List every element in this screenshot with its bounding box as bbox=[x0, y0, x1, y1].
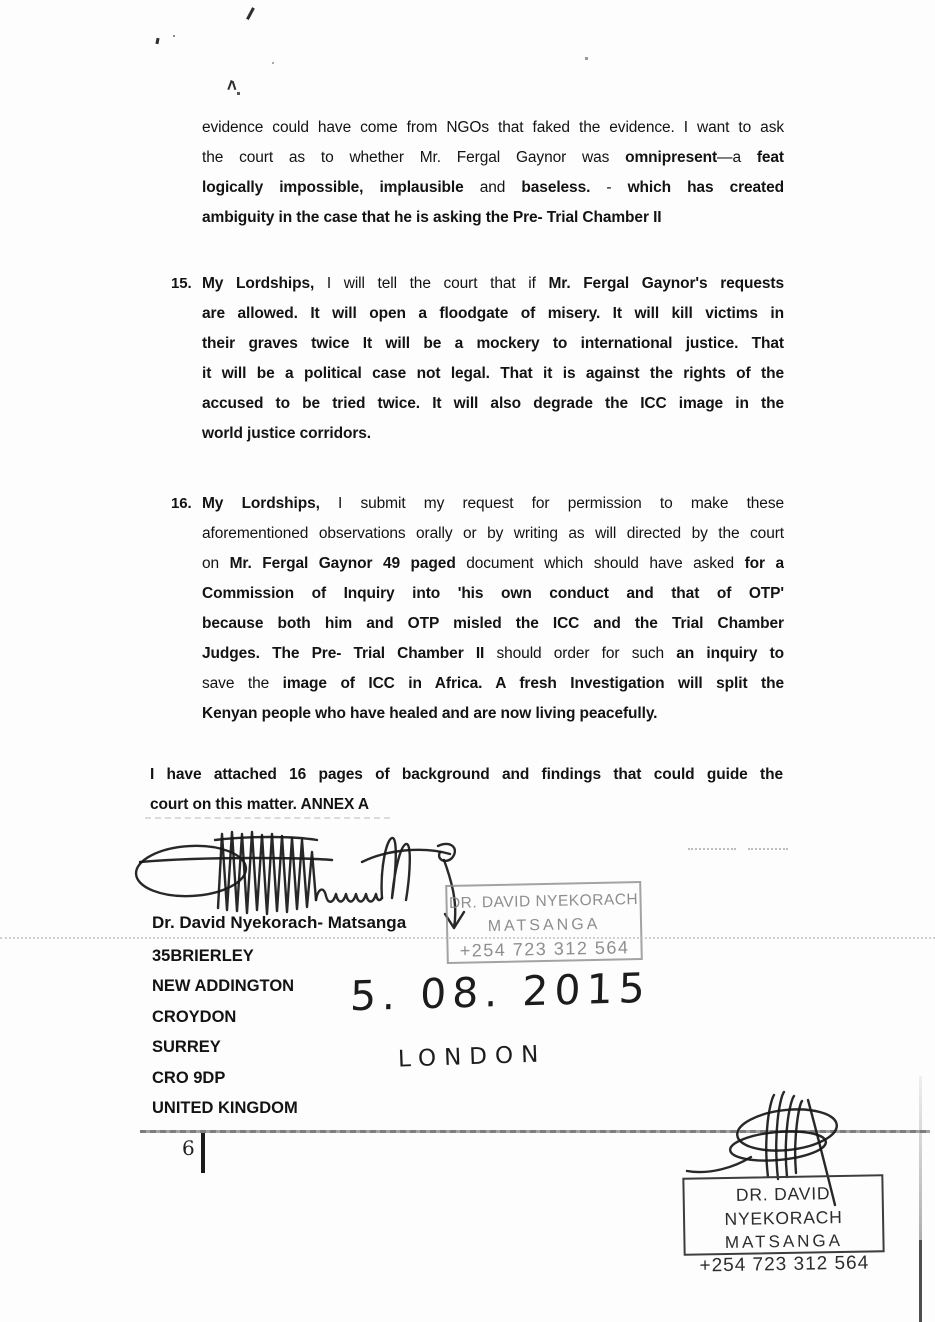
text-segment: Judges. The Pre- Trial Chamber II bbox=[202, 645, 485, 662]
paragraph-text bbox=[202, 269, 784, 449]
stamp-phone-line: +254 723 312 564 bbox=[459, 937, 630, 961]
text-line bbox=[202, 389, 784, 419]
text-segment: I have attached 16 pages of background and findings that could guide the bbox=[150, 766, 783, 783]
paragraph-number: 15. bbox=[171, 275, 192, 292]
scan-dots-artifact bbox=[748, 848, 788, 850]
address-line: NEW ADDINGTON bbox=[152, 977, 295, 996]
text-segment: aforementioned observations orally or by writing as will directed by the court bbox=[202, 525, 784, 542]
text-segment: My Lordships, bbox=[202, 275, 315, 292]
address-line: UNITED KINGDOM bbox=[152, 1098, 298, 1117]
text-line bbox=[202, 299, 784, 329]
scan-speck bbox=[237, 92, 240, 95]
ink-stamp-dark bbox=[682, 1174, 884, 1277]
ink-stamp-faded bbox=[445, 881, 643, 964]
stamp-name-line: DR. DAVID NYEKORACH bbox=[448, 891, 639, 912]
text-segment: My Lordships, bbox=[202, 495, 320, 512]
stamp-surname-line: MATSANGA bbox=[724, 1230, 844, 1253]
stamp-name-line: DR. DAVID NYEKORACH bbox=[724, 1183, 843, 1230]
text-segment: it will be a political case not legal. That it is against the rights of the bbox=[202, 365, 784, 382]
text-line bbox=[202, 419, 784, 449]
text-segment: because both him and OTP misled the ICC and the Trial Chamber bbox=[202, 615, 784, 632]
scan-speck bbox=[232, 81, 237, 90]
text-segment: their graves twice It will be a mockery to international justice. That bbox=[202, 335, 784, 352]
text-segment: —a bbox=[717, 149, 757, 166]
text-line bbox=[202, 639, 784, 669]
text-line bbox=[202, 519, 784, 549]
body-paragraph-continuation bbox=[202, 113, 784, 233]
text-line bbox=[202, 329, 784, 359]
text-segment: world justice corridors. bbox=[202, 425, 372, 442]
page-number: 6 bbox=[182, 1136, 195, 1160]
text-segment: court on this matter. ANNEX A bbox=[150, 796, 370, 813]
text-segment: accused to be tried twice. It will also degrade the ICC image in the bbox=[202, 395, 784, 412]
page-edge-scan-line bbox=[919, 1076, 922, 1240]
page-number-bar-mark bbox=[201, 1133, 205, 1173]
text-segment: Mr. Fergal Gaynor's requests bbox=[548, 275, 784, 292]
text-segment: Kenyan people who have healed and are now living peacefully. bbox=[202, 705, 658, 722]
text-segment: save the bbox=[202, 675, 283, 692]
text-segment: ambiguity in the case that he is asking the Pre- Trial Chamber II bbox=[202, 209, 662, 226]
scan-speck bbox=[272, 62, 274, 64]
text-line bbox=[202, 579, 784, 609]
text-line bbox=[202, 359, 784, 389]
stamp-surname-line: MATSANGA bbox=[487, 915, 601, 936]
scan-speck bbox=[155, 38, 159, 44]
signatory-address bbox=[152, 941, 298, 1123]
text-line bbox=[202, 669, 784, 699]
text-line bbox=[150, 760, 783, 790]
dotted-scan-rule bbox=[0, 937, 935, 939]
text-segment: omnipresent bbox=[625, 149, 718, 166]
body-paragraph-15 bbox=[171, 269, 784, 449]
text-segment: document which should have asked bbox=[455, 555, 745, 572]
scan-dots-artifact bbox=[688, 848, 736, 850]
text-segment: feat bbox=[756, 149, 784, 166]
scan-speck bbox=[173, 35, 175, 37]
paragraph-text bbox=[202, 489, 784, 729]
text-segment: an inquiry to bbox=[676, 645, 784, 662]
body-paragraph-16 bbox=[171, 489, 784, 729]
text-segment: for a bbox=[744, 555, 784, 572]
text-segment: logically impossible, implausible bbox=[202, 179, 464, 196]
text-segment: baseless. bbox=[521, 179, 591, 196]
text-line bbox=[202, 173, 784, 203]
signatory-name: Dr. David Nyekorach- Matsanga bbox=[152, 913, 407, 932]
text-line bbox=[202, 113, 784, 143]
text-line bbox=[202, 549, 784, 579]
text-segment: image of ICC in Africa. A fresh Investigation will split the bbox=[282, 675, 784, 692]
paragraph-number: 16. bbox=[171, 495, 192, 512]
address-line: CROYDON bbox=[152, 1007, 237, 1026]
scan-speck bbox=[246, 7, 254, 20]
page-edge-scan-line-dark bbox=[919, 1240, 922, 1322]
stamp-phone-line: +254 723 312 564 bbox=[699, 1252, 870, 1277]
text-line bbox=[202, 143, 784, 173]
text-line bbox=[202, 699, 784, 729]
scan-speck bbox=[585, 57, 588, 60]
address-line: SURREY bbox=[152, 1038, 221, 1057]
text-line bbox=[202, 203, 784, 233]
text-segment: Mr. Fergal Gaynor 49 paged bbox=[229, 555, 456, 572]
text-segment: and bbox=[463, 179, 522, 196]
text-segment: are allowed. It will open a floodgate of misery. It will kill victims in bbox=[202, 305, 784, 322]
text-segment: I will tell the court that if bbox=[314, 275, 549, 292]
text-segment: I submit my request for permission to make these bbox=[319, 495, 784, 512]
text-line bbox=[202, 489, 784, 519]
address-line: 35BRIERLEY bbox=[152, 947, 254, 965]
handwritten-place: LONDON bbox=[397, 1041, 547, 1073]
text-segment: evidence could have come from NGOs that faked the evidence. I want to ask bbox=[202, 119, 784, 136]
text-segment: which has created bbox=[627, 179, 784, 196]
text-segment: the court as to whether Mr. Fergal Gaynor was bbox=[202, 149, 626, 166]
text-segment: on bbox=[202, 555, 230, 572]
handwritten-date: 5. 08. 2015 bbox=[349, 963, 652, 1021]
text-segment: should order for such bbox=[484, 645, 677, 662]
text-segment: Commission of Inquiry into 'his own conduct and that of OTP' bbox=[202, 585, 784, 602]
address-line: CRO 9DP bbox=[152, 1068, 226, 1087]
text-line bbox=[202, 609, 784, 639]
text-line bbox=[202, 269, 784, 299]
text-segment: - bbox=[590, 179, 628, 196]
